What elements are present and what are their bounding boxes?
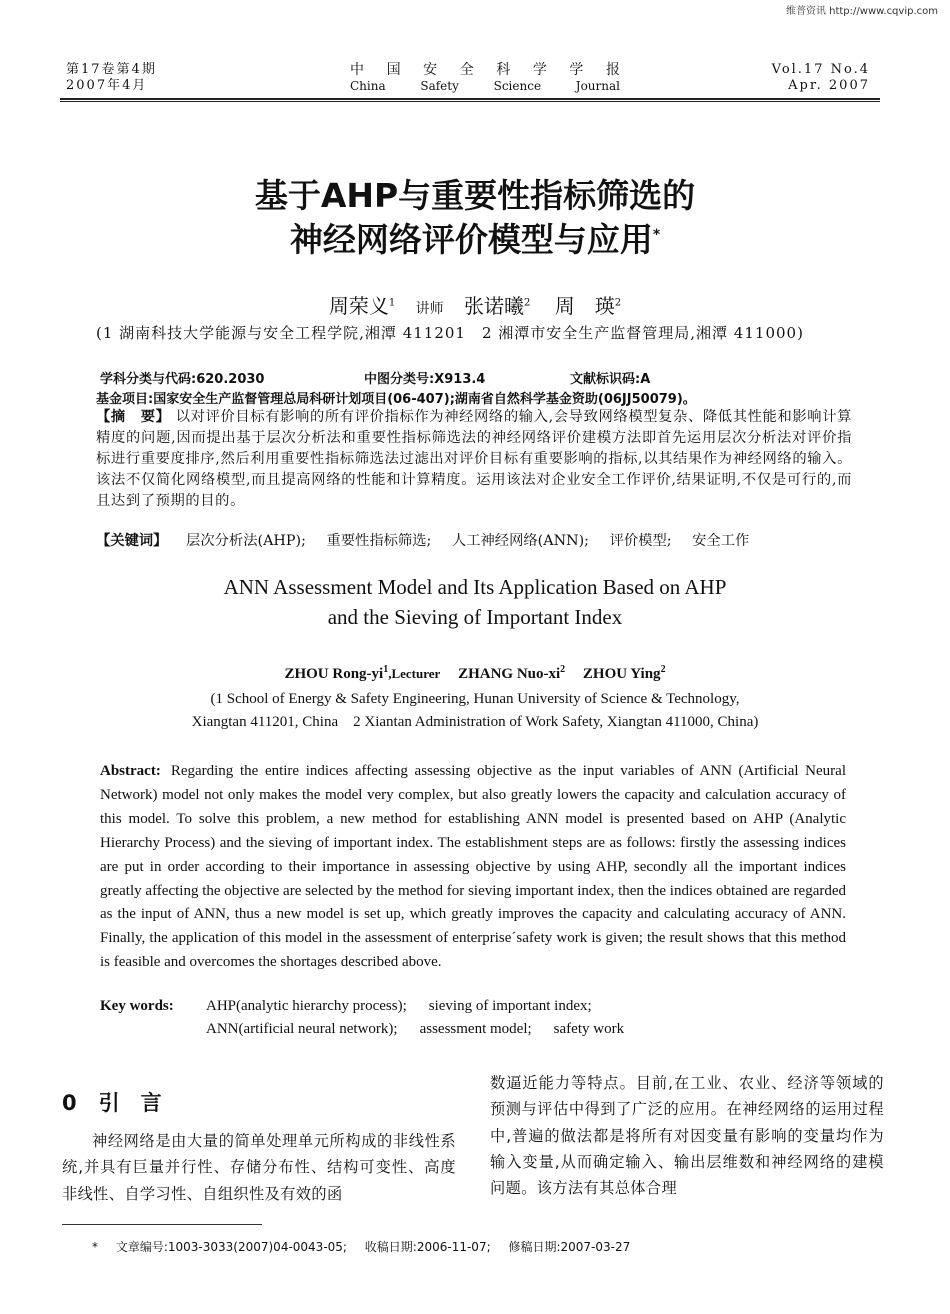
article-number: 文章编号:1003-3033(2007)04-0043-05; <box>115 1240 347 1254</box>
title-zh-line2 <box>0 214 950 261</box>
keyword-item: 人工神经网络(ANN); <box>451 533 590 549</box>
funding: 基金项目:国家安全生产监督管理总局科研计划项目(06-407);湖南省自然科学基金资助(06JJ50079)。 <box>96 392 696 407</box>
title-zh-line1: 基于AHP与重要性指标筛选的 <box>254 176 696 215</box>
journal-title-zh <box>350 62 620 78</box>
abstract-zh <box>96 407 852 512</box>
author-sup: 2 <box>660 664 666 675</box>
journal-word: Journal <box>575 79 620 93</box>
affiliation-zh: (1 湖南科技大学能源与安全工程学院,湘潭 411201 2 湘潭市安全生产监督管理局,湘潭 411000) <box>96 324 804 342</box>
keyword-item-en: assessment model; <box>419 1021 532 1037</box>
journal-char: 安 <box>423 62 438 78</box>
journal-char: 科 <box>496 62 511 78</box>
section-heading <box>62 1087 162 1117</box>
author-sup: 2 <box>523 297 531 309</box>
keywords-zh <box>96 530 765 550</box>
title-en-line2: and the Sieving of Important Index <box>327 605 623 629</box>
clc-code: 中图分类号:X913.4 <box>364 372 486 387</box>
journal-char: 学 <box>569 62 584 78</box>
authors-zh <box>0 290 950 319</box>
issue-volume-en: Vol.17 No.4 <box>771 62 870 77</box>
revised-date: 修稿日期:2007-03-27 <box>508 1240 631 1254</box>
section-title: 引 言 <box>98 1091 162 1115</box>
issue-date-en: Apr. 2007 <box>788 78 870 93</box>
body-left-column: 神经网络是由大量的简单处理单元所构成的非线性系统,并具有巨量并行性、存储分布性、结构可变性、高度非线性、自学习性、自组织性及有效的函 <box>62 1132 456 1203</box>
section-number: 0 <box>62 1091 77 1115</box>
doc-code: 文献标识码:A <box>570 372 651 387</box>
subject-code: 学科分类与代码:620.2030 <box>100 372 265 387</box>
issue-date-zh: 2007年4月 <box>66 78 148 93</box>
journal-char: 中 <box>350 62 364 78</box>
author-name-en: ZHOU Rong-yi <box>284 666 384 682</box>
author-sup: 1 <box>388 297 396 309</box>
received-date: 收稿日期:2006-11-07; <box>364 1240 491 1254</box>
journal-char: 学 <box>532 62 547 78</box>
keyword-item: 评价模型; <box>609 533 672 549</box>
title-footnote-mark: * <box>652 227 661 243</box>
journal-word: China <box>350 79 386 93</box>
keyword-item: 重要性指标筛选; <box>326 533 432 549</box>
footnote-rule <box>62 1224 262 1225</box>
affiliation-en-line1: (1 School of Energy & Safety Engineering, Hunan University of Science & Technology, <box>210 691 740 707</box>
title-en-line1: ANN Assessment Model and Its Application Based on AHP <box>223 575 727 599</box>
header-rule-thin <box>60 101 880 102</box>
keywords-en-label: Key words: <box>100 998 174 1014</box>
journal-word: Science <box>493 79 542 93</box>
author-sup: 2 <box>560 664 566 675</box>
header-rule <box>60 98 880 100</box>
authors-en <box>0 664 950 683</box>
journal-char: 报 <box>605 62 620 78</box>
journal-title-en <box>350 78 620 94</box>
author-name: 张诺曦 <box>463 294 524 318</box>
title-en <box>0 572 950 632</box>
footnote-mark: * <box>92 1240 98 1254</box>
author-name-en: ZHOU Ying <box>582 666 661 682</box>
keyword-item: 层次分析法(AHP); <box>186 533 306 549</box>
journal-word: Safety <box>420 79 459 93</box>
author-role-en: ,Lecturer <box>388 666 441 681</box>
watermark: 维普资讯 http://www.cqvip.com <box>785 6 938 17</box>
footnote <box>92 1238 644 1255</box>
keyword-item-en: ANN(artificial neural network); <box>206 1021 398 1037</box>
journal-title <box>350 62 620 94</box>
journal-char: 全 <box>459 62 474 78</box>
abstract-en <box>100 760 846 975</box>
keyword-item: 安全工作 <box>692 533 750 549</box>
keyword-item-en: sieving of important index; <box>428 998 592 1014</box>
keyword-item-en: safety work <box>553 1021 625 1037</box>
issue-volume-zh: 第17卷第4期 <box>66 62 157 77</box>
keywords-zh-label: 【关键词】 <box>96 533 168 549</box>
author-role: 讲师 <box>415 301 444 317</box>
title-zh-line2-text: 神经网络评价模型与应用 <box>289 220 653 259</box>
keywords-en <box>100 995 646 1041</box>
affiliation-en-line2: Xiangtan 411201, China 2 Xiantan Administration of Work Safety, Xiangtan 411000, China) <box>191 714 759 730</box>
abstract-en-label: Abstract: <box>100 763 161 779</box>
body-right-column: 数逼近能力等特点。目前,在工业、农业、经济等领域的预测与评估中得到了广泛的应用。在神经网络的运用过程中,普遍的做法都是将所有对因变量有影响的变量均作为输入变量,从而确定输入、输出层维数和神经网络的建模问题。该方法有其总体合理 <box>490 1074 884 1198</box>
author-sup: 2 <box>614 297 622 309</box>
abstract-zh-label: 【摘 要】 <box>96 409 171 425</box>
author-sup: 1 <box>383 664 389 675</box>
author-name: 周 瑛 <box>554 294 615 318</box>
author-name-en: ZHANG Nuo-xi <box>458 666 561 682</box>
keyword-item-en: AHP(analytic hierarchy process); <box>206 998 407 1014</box>
abstract-zh-text: 以对评价目标有影响的所有评价指标作为神经网络的输入,会导致网络模型复杂、降低其性能和影响计算精度的问题,因而提出基于层次分析法和重要性指标筛选法的神经网络评价建模方法即首先运用层次分析法对评价指标进行重要度排序,然后利用重要性指标筛选法过滤出对评价目标有重要影响的指标,以其结果作为神经网络的输入。该法不仅简化网络模型,而且提高网络的性能和计算精度。运用该法对企业安全工作评价,结果证明,不仅是可行的,而且达到了预期的目的。 <box>96 409 853 509</box>
author-name: 周荣义 <box>328 294 389 318</box>
issue-info-en <box>772 62 870 94</box>
issue-info-zh <box>66 62 157 94</box>
journal-char: 国 <box>386 62 401 78</box>
affiliation-en <box>0 688 950 734</box>
abstract-en-text: Regarding the entire indices affecting assessing objective as the input variables of ANN (Artificial Neural Network) model not only makes the model very complex, but also greatly lowers the capacity and calculation accuracy of this model. To solve this problem, a new method for establishing ANN model is presented based on AHP (Analytic Hierarchy Process) and the sieving of important index. The establishment steps are as follows: firstly the assessing indices are put in order according to their importance in assessing objective by using AHP, secondly all the important indices greatly affecting the objective are selected by the method for sieving important index, then the indices obtained are regarded as the input of ANN, thus a new model is set up, which greatly improves the capacity and calculating accuracy of ANN. Finally, the application of this model in the assessment of enterprise´safety work is given; the result shows that this method is feasible and overcomes the shortages described above. <box>100 763 846 971</box>
